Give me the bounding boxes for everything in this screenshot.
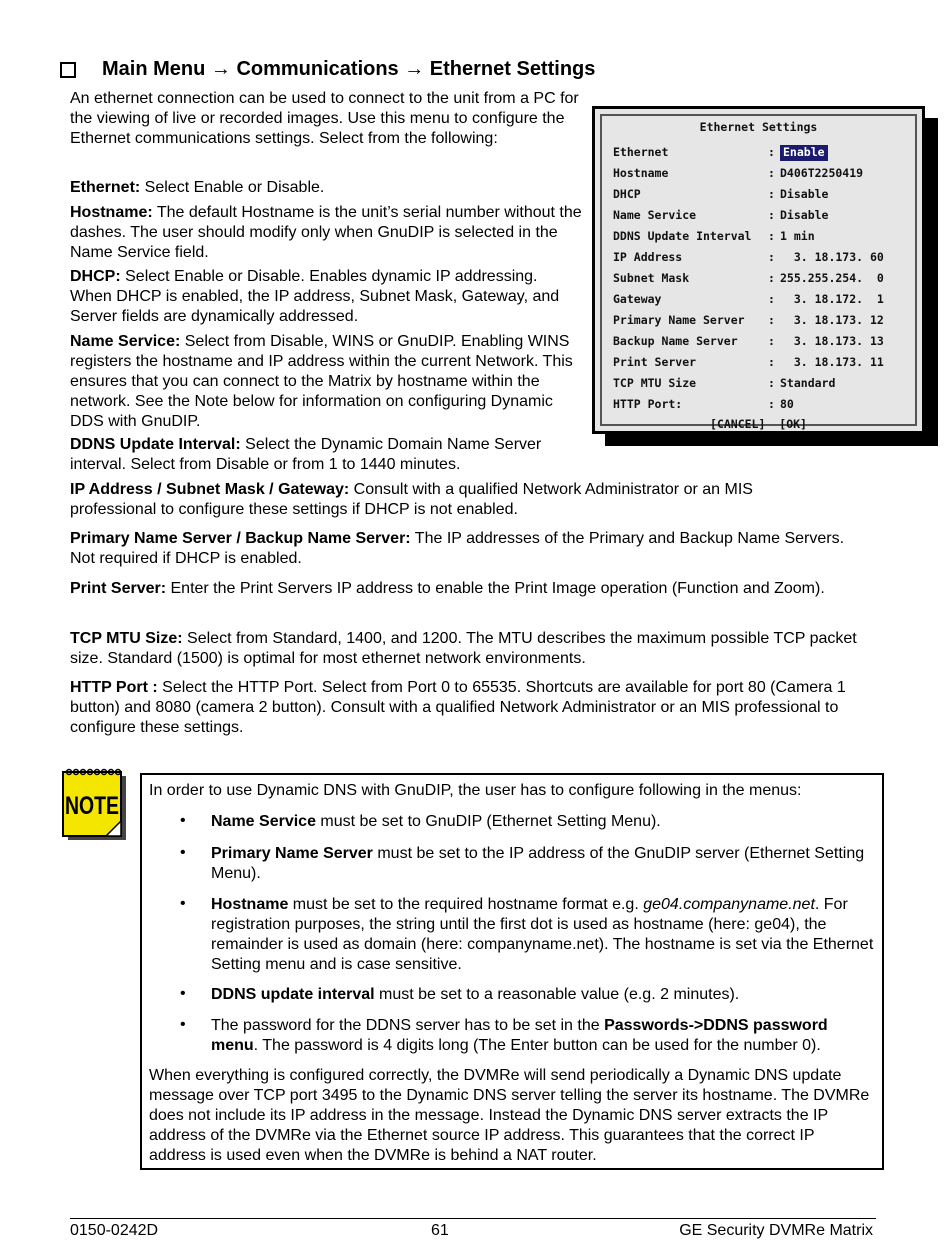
- item-print-server: Print Server: Enter the Print Servers IP address to enable the Print Image operation (Function and Zoom).: [70, 580, 825, 597]
- item-http-port: HTTP Port : Select the HTTP Port. Select from Port 0 to 65535. Shortcuts are available for port 80 (Camera 1 button) and 8080 (camera 2 button). Consult with a qualified Network Administrator or an MIS professional to configure these settings.: [70, 679, 846, 736]
- screen-row-ddns-interval[interactable]: DDNS Update Interval : 1 min: [613, 229, 815, 243]
- item-name-servers: Primary Name Server / Backup Name Server: The IP addresses of the Primary and Backup Name Servers. Not required if DHCP is enabled.: [70, 530, 845, 567]
- cancel-button[interactable]: [CANCEL]: [710, 417, 766, 431]
- note-bullet-password: The password for the DDNS server has to be set in the Passwords->DDNS password menu. The password is 4 digits long (The Enter button can be used for the number 0).: [211, 1017, 828, 1054]
- ok-button[interactable]: [OK]: [779, 417, 807, 431]
- screen-row-gateway[interactable]: Gateway : 3. 18.172. 1: [613, 292, 884, 306]
- selected-value: Enable: [780, 145, 828, 161]
- note-icon-text: NOTE: [65, 792, 119, 820]
- bullet-icon: •: [180, 812, 186, 829]
- note-bullet-ddns-interval: DDNS update interval must be set to a reasonable value (e.g. 2 minutes).: [211, 986, 740, 1003]
- note-pad-icon: [62, 768, 126, 840]
- screen-row-ethernet[interactable]: Ethernet : Enable: [613, 145, 828, 161]
- screen-buttons: [595, 417, 922, 431]
- screen-row-ip-address[interactable]: IP Address : 3. 18.173. 60: [613, 250, 884, 264]
- screen-row-name-service[interactable]: Name Service : Disable: [613, 208, 829, 222]
- ethernet-settings-screen: [592, 106, 925, 434]
- item-ip-address: IP Address / Subnet Mask / Gateway: Consult with a qualified Network Administrator or an MIS professional to configure these settings if DHCP is not enabled.: [70, 481, 753, 518]
- item-tcp-mtu: TCP MTU Size: Select from Standard, 1400, and 1200. The MTU describes the maximum possible TCP packet size. Standard (1500) is optimal for most ethernet network environments.: [70, 630, 857, 667]
- heading-text: Main Menu → Communications → Ethernet Settings: [102, 58, 596, 80]
- item-dhcp: DHCP: Select Enable or Disable. Enables dynamic IP addressing. When DHCP is enabled, the IP address, Subnet Mask, Gateway, and Server fields are dynamically addressed.: [70, 268, 560, 325]
- note-bullet-name-service: Name Service must be set to GnuDIP (Ethernet Setting Menu).: [211, 813, 661, 830]
- screen-row-hostname[interactable]: Hostname : D406T2250419: [613, 166, 864, 180]
- item-hostname: Hostname: The default Hostname is the unit’s serial number without the dashes. The user should modify only when GnuDIP is selected in the Name Service field.: [70, 204, 582, 261]
- footer-page-number: 61: [431, 1222, 449, 1239]
- checkbox-bullet-icon: [60, 62, 76, 78]
- item-ethernet: Ethernet: Select Enable or Disable.: [70, 179, 325, 196]
- footer-product: GE Security DVMRe Matrix: [679, 1222, 873, 1239]
- footer-doc-number: 0150-0242D: [70, 1222, 159, 1239]
- screen-row-http-port[interactable]: HTTP Port: : 80: [613, 397, 794, 411]
- bullet-icon: •: [180, 985, 186, 1002]
- bullet-icon: •: [180, 844, 186, 861]
- screen-row-primary-name-server[interactable]: Primary Name Server : 3. 18.173. 12: [613, 313, 884, 327]
- page-heading: [60, 58, 595, 81]
- screen-title: Ethernet Settings: [699, 120, 818, 134]
- note-bullet-primary-name-server: Primary Name Server must be set to the IP address of the GnuDIP server (Ethernet Setting Menu).: [211, 845, 865, 882]
- bullet-icon: •: [180, 895, 186, 912]
- footer-rule: [70, 1218, 876, 1219]
- screen-row-tcp-mtu[interactable]: TCP MTU Size : Standard: [613, 376, 836, 390]
- screen-row-dhcp[interactable]: DHCP : Disable: [613, 187, 829, 201]
- bullet-icon: •: [180, 1016, 186, 1033]
- item-name-service: Name Service: Select from Disable, WINS or GnuDIP. Enabling WINS registers the hostname and IP address within the current Network. This ensures that you can connect to the Matrix by hostname within the network. See the Note below for information on configuring Dynamic DDS with GnuDIP.: [70, 333, 573, 430]
- note-bullet-hostname: Hostname must be set to the required hostname format e.g. ge04.companyname.net. For registration purposes, the string until the first dot is used as hostname (here: ge04), the remainder is used as domain (here: companyname.net). The hostname is set via the Ethernet Setting menu and is case sensitive.: [211, 896, 874, 973]
- item-ddns-interval: DDNS Update Interval: Select the Dynamic Domain Name Server interval. Select from Disable or from 1 to 1440 minutes.: [70, 436, 542, 473]
- screen-row-subnet-mask[interactable]: Subnet Mask : 255.255.254. 0: [613, 271, 884, 285]
- intro-paragraph: An ethernet connection can be used to connect to the unit from a PC for the viewing of live or recorded images. Use this menu to configure the Ethernet communications settings. Select from the following:: [70, 90, 579, 147]
- screen-row-print-server[interactable]: Print Server : 3. 18.173. 11: [613, 355, 884, 369]
- screen-row-backup-name-server[interactable]: Backup Name Server : 3. 18.173. 13: [613, 334, 884, 348]
- note-closing: When everything is configured correctly, the DVMRe will send periodically a Dynamic DNS update message over TCP port 3495 to the Dynamic DNS server telling the server its hostname. The DVMRe does not include its IP address in the message. Instead the Dynamic DNS server extracts the IP address of the DVMRe via the Ethernet source IP address. This guarantees that the correct IP address is used even when the DVMRe is behind a NAT router.: [149, 1067, 870, 1164]
- note-intro: In order to use Dynamic DNS with GnuDIP, the user has to configure following in the menus:: [149, 782, 802, 799]
